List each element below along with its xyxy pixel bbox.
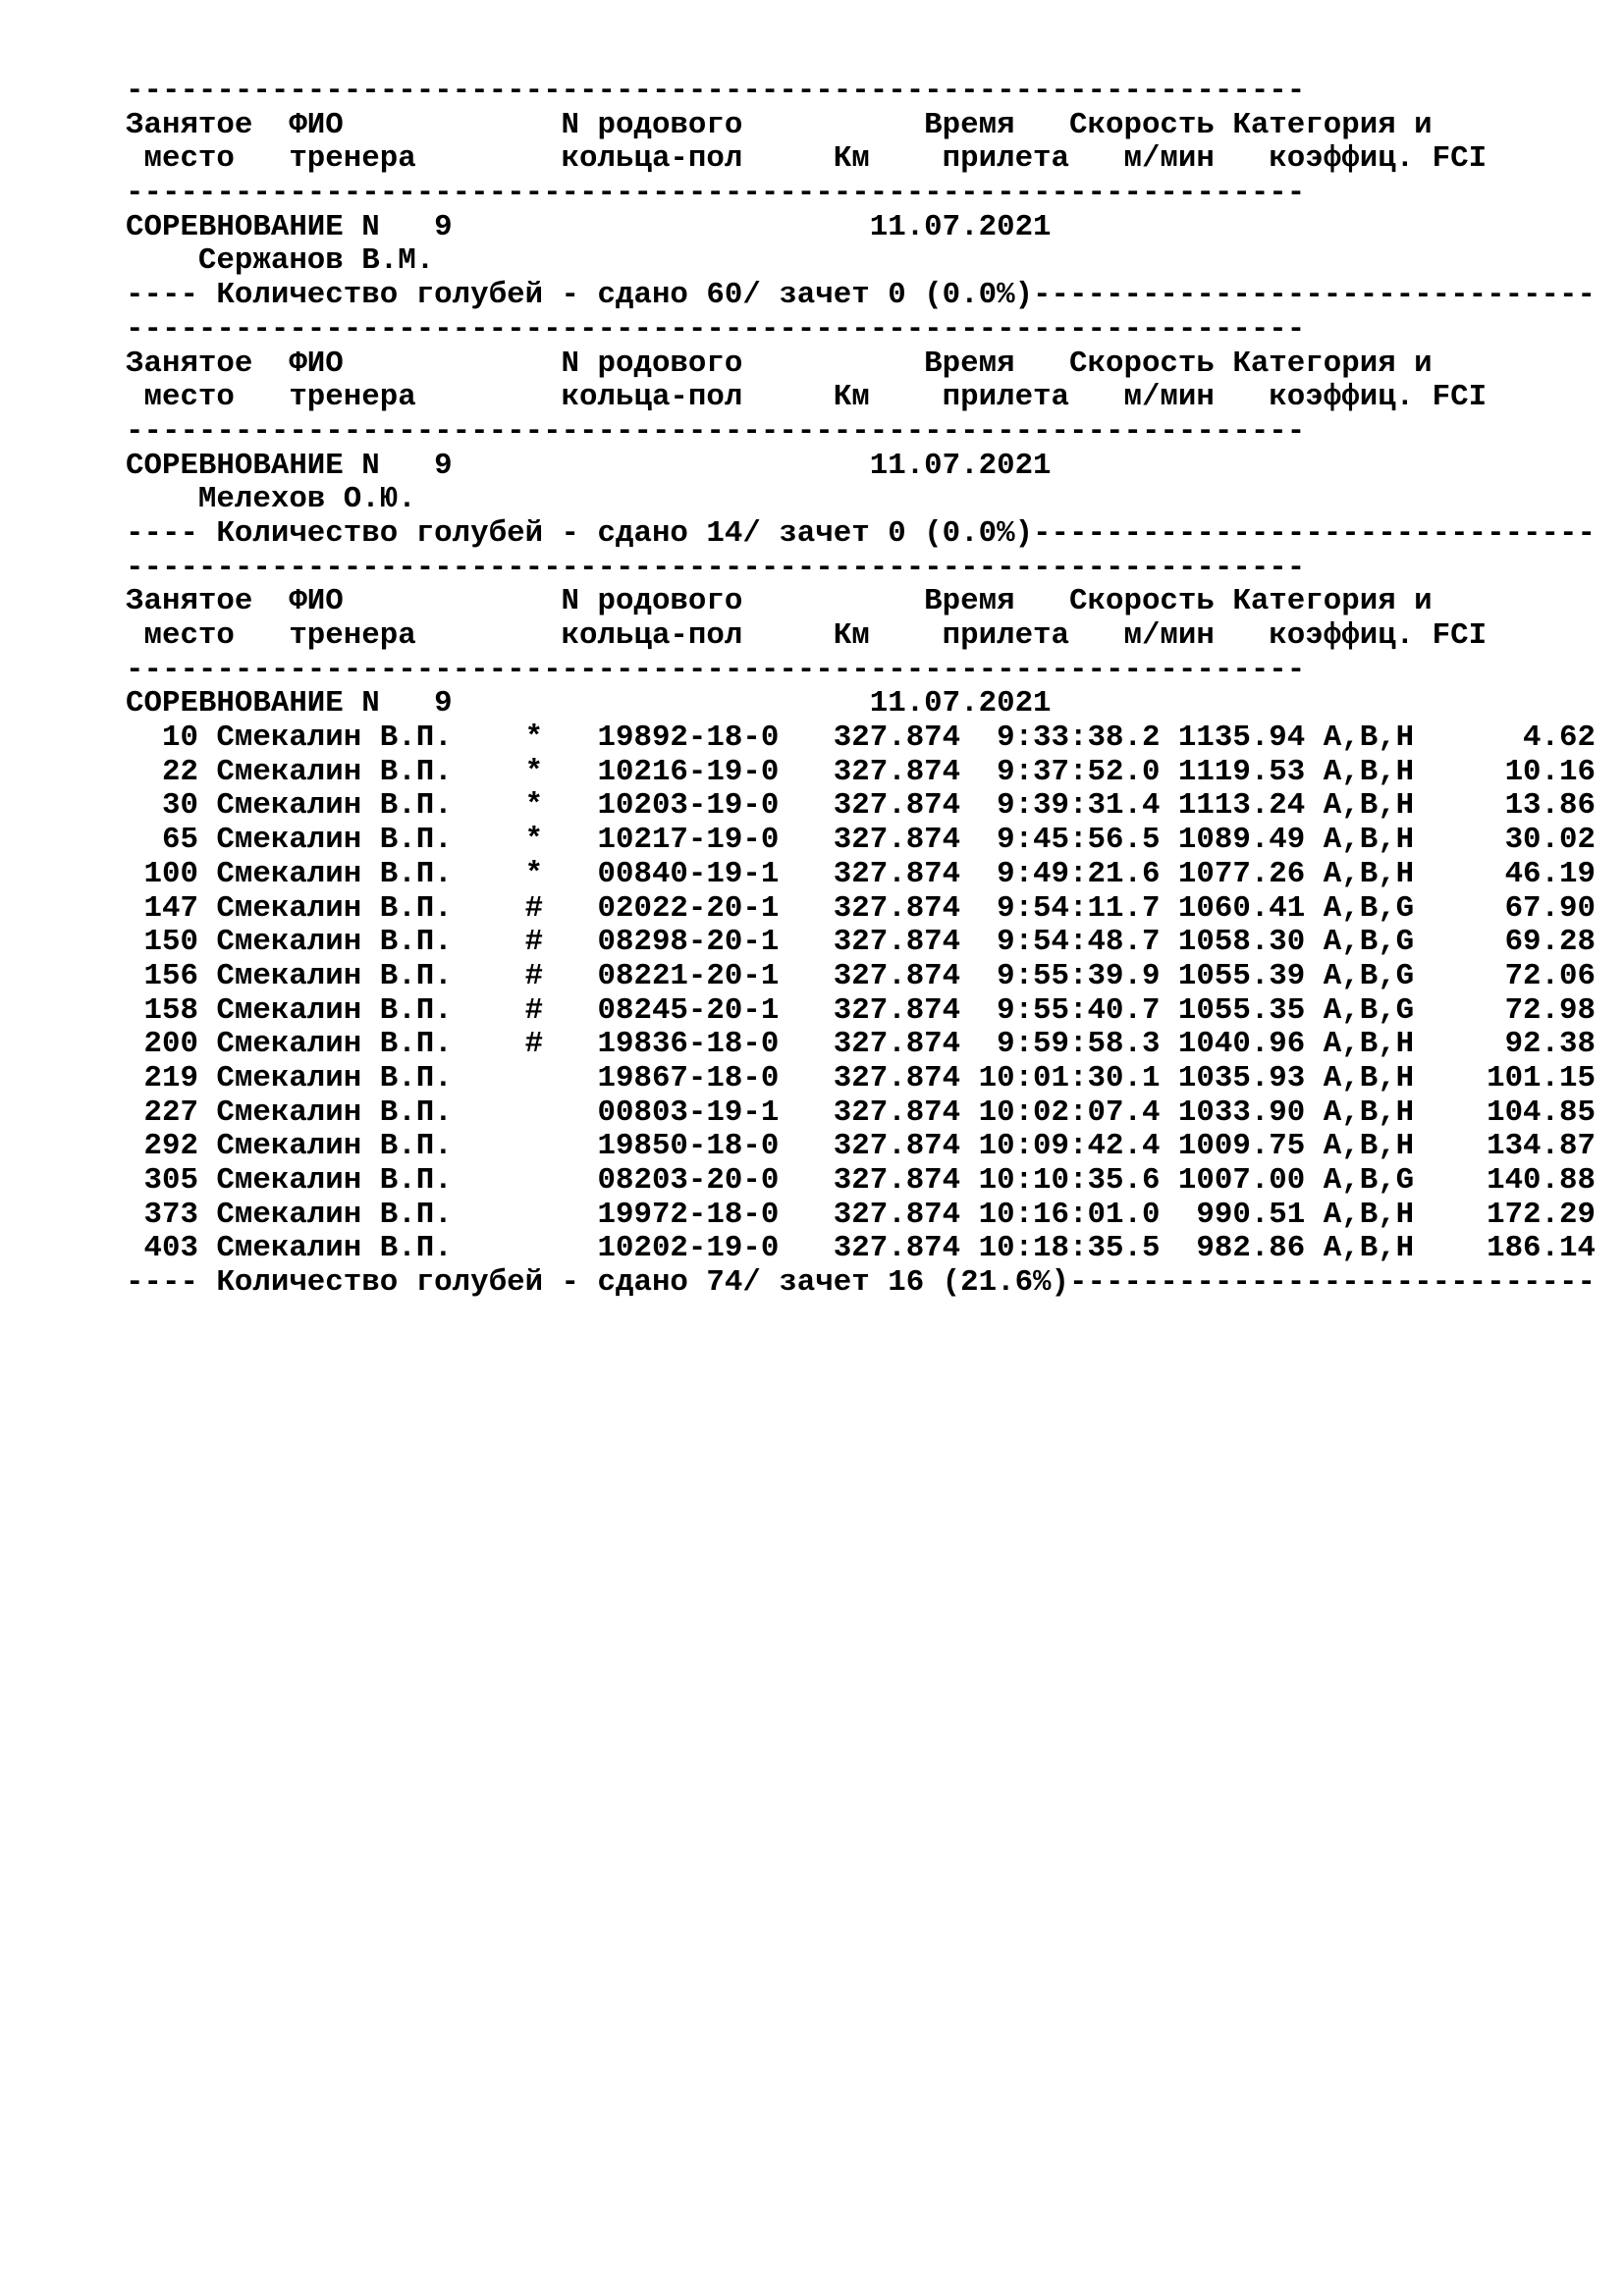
column-header-line: Занятое ФИО N родового Время Скорость Категория и — [126, 107, 1433, 142]
separator-line: ----------------------------------------------------------------- — [126, 550, 1306, 585]
column-header-line: Занятое ФИО N родового Время Скорость Категория и — [126, 584, 1433, 619]
result-row: 150 Смекалин В.П. # 08298-20-1 327.874 9:54:48.7 1058.30 A,B,G 69.28 — [126, 925, 1596, 960]
pigeon-count-summary: ---- Количество голубей - сдано 14/ зачет 0 (0.0%)------------------------------- — [126, 515, 1596, 551]
result-row: 200 Смекалин В.П. # 19836-18-0 327.874 9:59:58.3 1040.96 A,B,H 92.38 — [126, 1027, 1596, 1062]
competition-heading: СОРЕВНОВАНИЕ N 9 11.07.2021 — [126, 686, 1052, 721]
result-row: 219 Смекалин В.П. 19867-18-0 327.874 10:01:30.1 1035.93 A,B,H 101.15 — [126, 1060, 1596, 1095]
pigeon-count-summary: ---- Количество голубей - сдано 60/ зачет 0 (0.0%)------------------------------- — [126, 278, 1596, 313]
result-row: 227 Смекалин В.П. 00803-19-1 327.874 10:02:07.4 1033.90 A,B,H 104.85 — [126, 1095, 1596, 1130]
result-row: 156 Смекалин В.П. # 08221-20-1 327.874 9:55:39.9 1055.39 A,B,G 72.06 — [126, 958, 1596, 993]
race-results-printout — [126, 75, 1596, 1301]
result-row: 403 Смекалин В.П. 10202-19-0 327.874 10:18:35.5 982.86 A,B,H 186.14 — [126, 1231, 1596, 1266]
trainer-name: Мелехов О.Ю. — [126, 482, 416, 517]
result-row: 373 Смекалин В.П. 19972-18-0 327.874 10:16:01.0 990.51 A,B,H 172.29 — [126, 1197, 1596, 1232]
separator-line: ----------------------------------------------------------------- — [126, 176, 1306, 211]
competition-heading: СОРЕВНОВАНИЕ N 9 11.07.2021 — [126, 209, 1052, 244]
result-row: 10 Смекалин В.П. * 19892-18-0 327.874 9:33:38.2 1135.94 A,B,H 4.62 — [126, 721, 1596, 756]
separator-line: ----------------------------------------------------------------- — [126, 413, 1306, 449]
separator-line: ----------------------------------------------------------------- — [126, 74, 1306, 108]
result-row: 65 Смекалин В.П. * 10217-19-0 327.874 9:45:56.5 1089.49 A,B,H 30.02 — [126, 823, 1596, 858]
trainer-name: Сержанов В.М. — [126, 243, 435, 279]
result-row: 158 Смекалин В.П. # 08245-20-1 327.874 9:55:40.7 1055.35 A,B,G 72.98 — [126, 992, 1596, 1028]
separator-line: ----------------------------------------------------------------- — [126, 311, 1306, 347]
result-row: 30 Смекалин В.П. * 10203-19-0 327.874 9:39:31.4 1113.24 A,B,H 13.86 — [126, 788, 1596, 824]
result-row: 305 Смекалин В.П. 08203-20-0 327.874 10:10:35.6 1007.00 A,B,G 140.88 — [126, 1163, 1596, 1198]
separator-line: ----------------------------------------------------------------- — [126, 652, 1306, 687]
result-row: 100 Смекалин В.П. * 00840-19-1 327.874 9:49:21.6 1077.26 A,B,H 46.19 — [126, 856, 1596, 891]
result-row: 147 Смекалин В.П. # 02022-20-1 327.874 9:54:11.7 1060.41 A,B,G 67.90 — [126, 890, 1596, 926]
competition-heading: СОРЕВНОВАНИЕ N 9 11.07.2021 — [126, 448, 1052, 483]
column-header-line: место тренера кольца-пол Км прилета м/мин коэффиц. FCI — [126, 618, 1488, 653]
result-row: 292 Смекалин В.П. 19850-18-0 327.874 10:09:42.4 1009.75 A,B,H 134.87 — [126, 1129, 1596, 1164]
result-row: 22 Смекалин В.П. * 10216-19-0 327.874 9:37:52.0 1119.53 A,B,H 10.16 — [126, 754, 1596, 789]
column-header-line: Занятое ФИО N родового Время Скорость Категория и — [126, 346, 1433, 381]
pigeon-count-summary: ---- Количество голубей - сдано 74/ зачет 16 (21.6%)----------------------------- — [126, 1265, 1596, 1301]
column-header-line: место тренера кольца-пол Км прилета м/мин коэффиц. FCI — [126, 380, 1488, 415]
column-header-line: место тренера кольца-пол Км прилета м/мин коэффиц. FCI — [126, 141, 1488, 177]
